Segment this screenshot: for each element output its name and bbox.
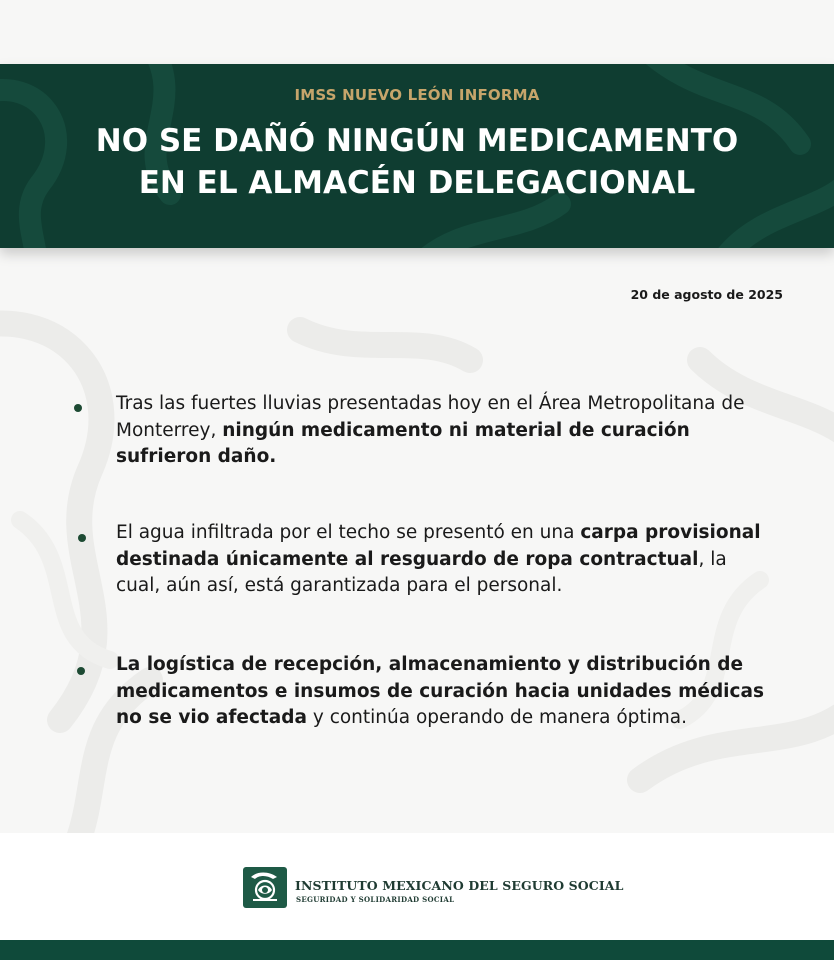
bullet-1-text: Tras las fuertes lluvias presentadas hoy en el Área Metropolitana de Monterrey, (116, 393, 745, 441)
bullet-2-text-a: El agua infiltrada por el techo se presentó en una (116, 522, 581, 543)
bullet-dot-icon (78, 534, 86, 542)
header-kicker: IMSS NUEVO LEÓN INFORMA (294, 86, 540, 104)
org-tagline: SEGURIDAD Y SOLIDARIDAD SOCIAL (296, 895, 455, 904)
bullet-3-text: y continúa operando de manera óptima. (306, 707, 688, 728)
title-line-1: NO SE DAÑÓ NINGÚN MEDICAMENTO (95, 123, 739, 159)
bullet-dot-icon (77, 667, 85, 675)
page-title (0, 120, 834, 204)
title-line-2: EN EL ALMACÉN DELEGACIONAL (138, 165, 696, 201)
imss-eagle-logo-icon (243, 867, 287, 908)
publication-date: 20 de agosto de 2025 (630, 287, 783, 302)
bullet-item-3 (116, 652, 776, 732)
bullet-3-bold: La logística de recepción, almacenamiento y distribución de medicamentos e insumos de curación hacia unidades médicas no se vio afectada (116, 654, 764, 728)
footer-bar (0, 940, 834, 960)
header-banner (0, 64, 834, 248)
bullet-2-text-b: , la cual, aún así, está garantizada para el personal. (116, 548, 727, 596)
bullet-item-1 (116, 391, 776, 471)
bullet-1-bold: ningún medicamento ni material de curación sufrieron daño. (116, 419, 690, 467)
bullet-item-2 (116, 520, 776, 600)
bullet-2-bold: carpa provisional destinada únicamente al resguardo de ropa contractual (116, 522, 761, 570)
bullet-dot-icon (74, 404, 82, 412)
org-name: INSTITUTO MEXICANO DEL SEGURO SOCIAL (295, 878, 624, 893)
